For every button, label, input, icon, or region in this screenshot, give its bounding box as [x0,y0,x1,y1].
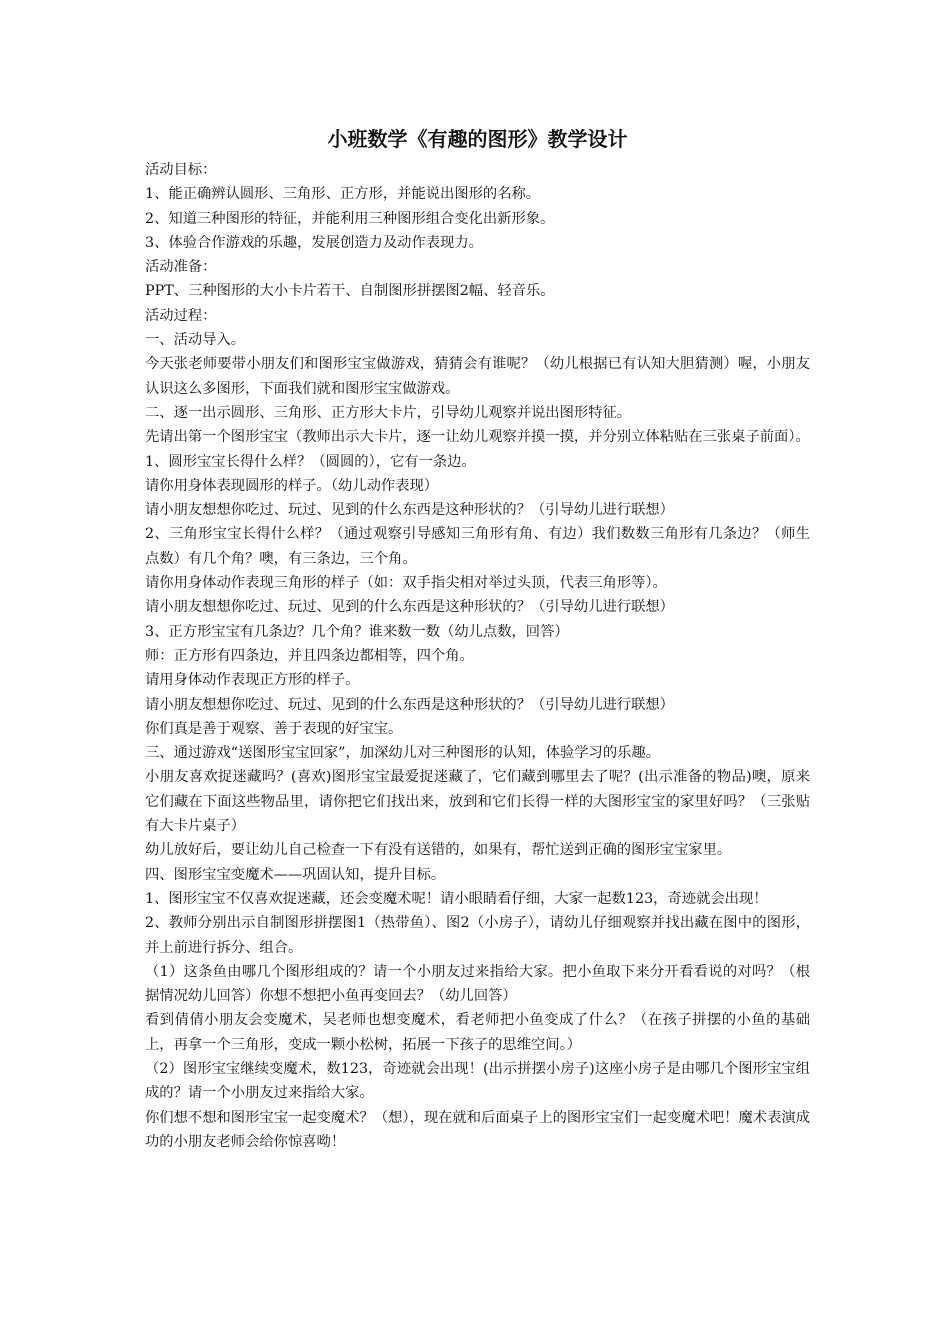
paragraph: 请你用身体表现圆形的样子。（幼儿动作表现） [145,477,439,494]
goal-item-1: 1、能正确辨认圆形、三角形、正方形，并能说出图形的名称。 [145,186,541,203]
goal-item-2: 2、知道三种图形的特征，并能利用三种图形组合变化出新形象。 [145,210,555,227]
paragraph: 1、圆形宝宝长得什么样？（圆圆的），它有一条边。 [145,453,476,470]
document-body [145,124,810,1154]
paragraph: （2）图形宝宝继续变魔术，数123，奇迹就会出现！(出示拼摆小房子)这座小房子是由哪几个图形宝宝组成的？请一个小朋友过来指给大家。 [145,1060,810,1102]
paragraph: （1）这条鱼由哪几个图形组成的？请一个小朋友过来指给大家。把小鱼取下来分开看看说的对吗？（根据情况幼儿回答）你想不想把小鱼再变回去？（幼儿回答） [145,963,810,1005]
paragraph: 看到倩倩小朋友会变魔术，吴老师也想变魔术，看老师把小鱼变成了什么？（在孩子拼摆的小鱼的基础上，再拿一个三角形，变成一颗小松树，拓展一下孩子的思维空间。） [145,1012,810,1053]
paragraph: 小朋友喜欢捉迷藏吗？(喜欢)图形宝宝最爱捉迷藏了，它们藏到哪里去了呢？(出示准备的物品)噢，原来它们藏在下面这些物品里，请你把它们找出来，放到和它们长得一样的大图形宝宝的家里好吗？（三张贴有大卡片桌子） [145,769,810,835]
paragraph: 请用身体动作表现正方形的样子。 [145,672,360,689]
document-title: 小班数学《有趣的图形》教学设计 [327,127,628,151]
paragraph: 幼儿放好后，要让幼儿自己检查一下有没有送错的，如果有，帮忙送到正确的图形宝宝家里。 [145,842,732,859]
paragraph: 先请出第一个图形宝宝（教师出示大卡片，逐一让幼儿观察并摸一摸，并分别立体粘贴在三张桌子前面）。 [145,429,810,446]
step-heading-shapes: 二、逐一出示圆形、三角形、正方形大卡片，引导幼儿观察并说出图形特征。 [145,404,632,421]
paragraph: 2、教师分别出示自制图形拼摆图1（热带鱼）、图2（小房子），请幼儿仔细观察并找出藏在图中的图形，并上前进行拆分、组合。 [145,915,810,956]
paragraph: 请你用身体动作表现三角形的样子（如：双手指尖相对举过头顶，代表三角形等）。 [145,575,667,592]
paragraph: 今天张老师要带小朋友们和图形宝宝做游戏，猜猜会有谁呢？（幼儿根据已有认知大胆猜测）喔，小朋友认识这么多图形，下面我们就和图形宝宝做游戏。 [145,356,810,397]
section-heading-goals: 活动目标： [145,162,217,178]
paragraph: 1、图形宝宝不仅喜欢捉迷藏，还会变魔术呢！请小眼睛看仔细，大家一起数123，奇迹就会出现！ [145,890,768,907]
goal-item-3: 3、体验合作游戏的乐趣，发展创造力及动作表现力。 [145,234,483,251]
paragraph: 3、正方形宝宝有几条边？几个角？谁来数一数（幼儿点数，回答） [145,623,569,640]
paragraph: 请小朋友想想你吃过、玩过、见到的什么东西是这种形状的？（引导幼儿进行联想） [145,599,674,616]
step-heading-game: 三、通过游戏“送图形宝宝回家”，加深幼儿对三种图形的认知，体验学习的乐趣。 [145,745,661,762]
paragraph: 请小朋友想想你吃过、玩过、见到的什么东西是这种形状的？（引导幼儿进行联想） [145,502,674,519]
section-heading-process: 活动过程： [145,307,217,324]
paragraph: 请小朋友想想你吃过、玩过、见到的什么东西是这种形状的？（引导幼儿进行联想） [145,696,674,713]
preparation-text: PPT、三种图形的大小卡片若干、自制图形拼摆图2幅、轻音乐。 [145,283,555,300]
section-heading-preparation: 活动准备： [145,259,217,276]
paragraph: 2、三角形宝宝长得什么样？（通过观察引导感知三角形有角、有边）我们数数三角形有几条边？（师生点数）有几个角？噢，有三条边，三个角。 [145,526,810,567]
paragraph: 你们想不想和图形宝宝一起变魔术？（想），现在就和后面桌子上的图形宝宝们一起变魔术吧！魔术表演成功的小朋友老师会给你惊喜呦！ [145,1109,810,1150]
paragraph: 师：正方形有四条边，并且四条边都相等，四个角。 [145,647,474,664]
step-heading-intro: 一、活动导入。 [145,332,246,349]
step-heading-magic: 四、图形宝宝变魔术——巩固认知，提升目标。 [145,866,446,883]
paragraph: 你们真是善于观察、善于表现的好宝宝。 [145,720,403,737]
